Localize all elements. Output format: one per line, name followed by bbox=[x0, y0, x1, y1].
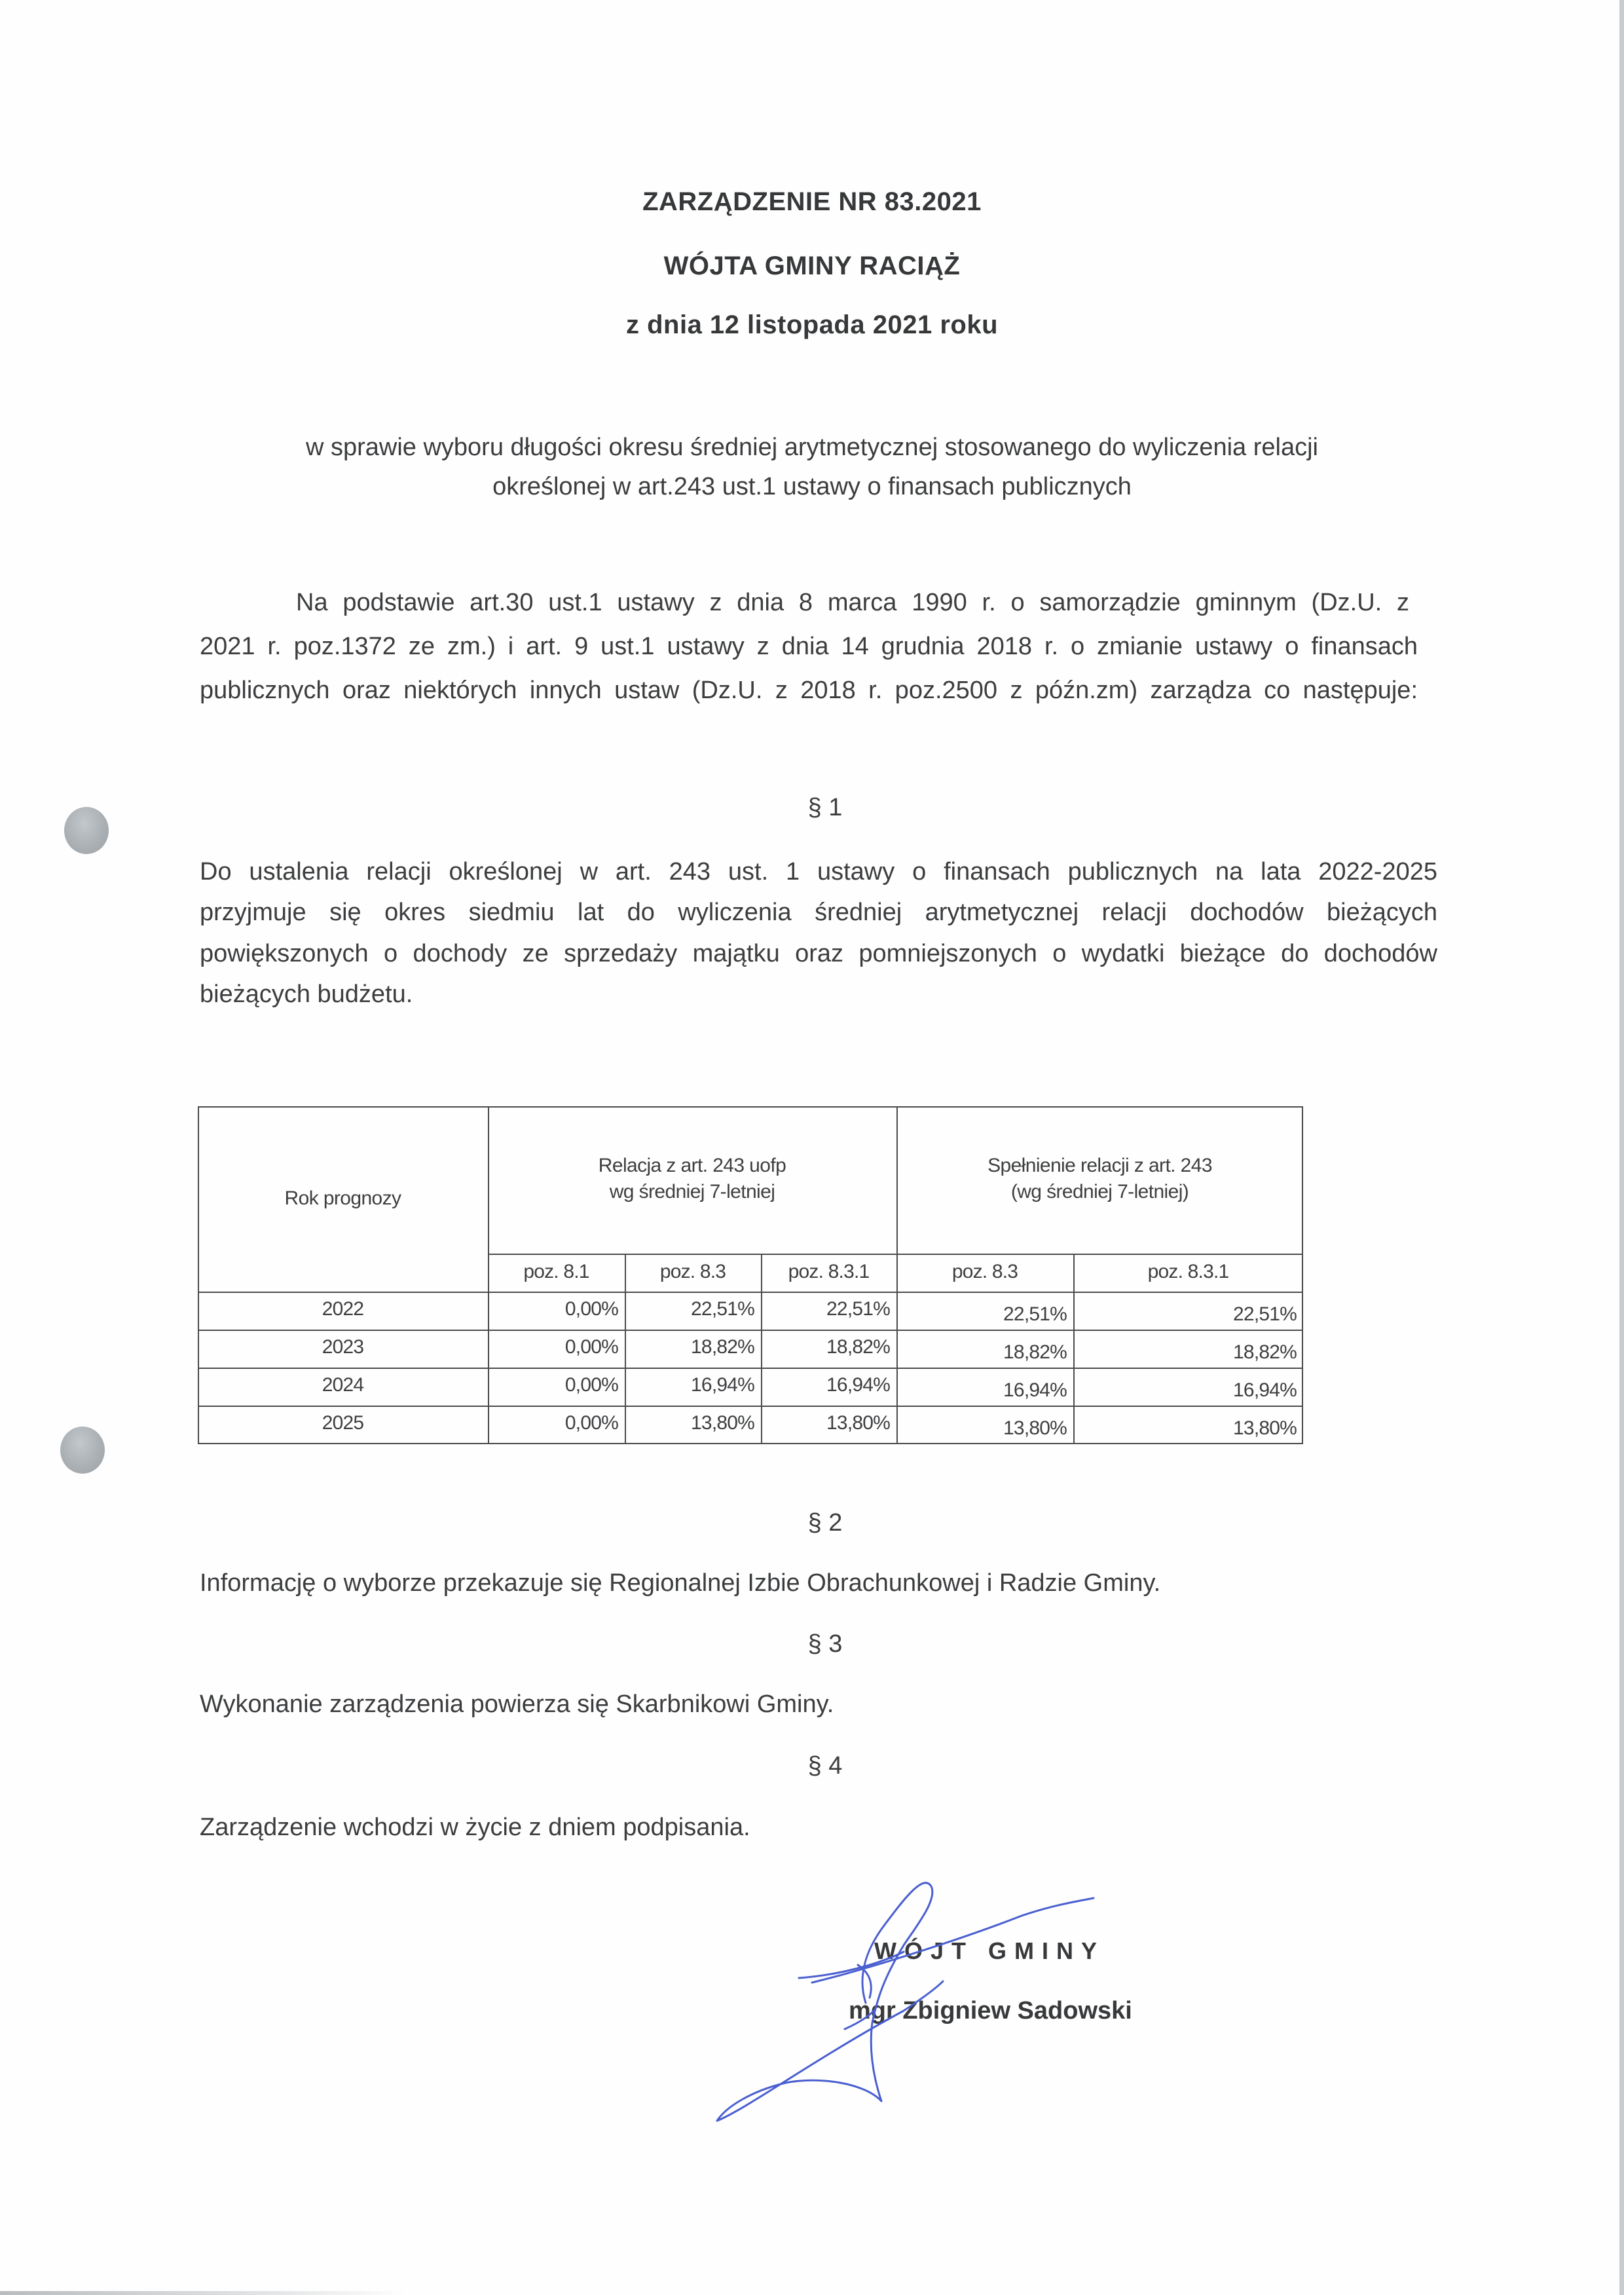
table-cell: 0,00% bbox=[564, 1374, 618, 1396]
table-header-group-spelnienie-line-1: Spełnienie relacji z art. 243 bbox=[987, 1155, 1212, 1176]
section-1-line-1: Do ustalenia relacji określonej w art. 243 ust. 1 ustawy o finansach publicznych na lata 2022-2025 bbox=[200, 858, 1437, 886]
table-cell: 13,80% bbox=[1003, 1417, 1067, 1439]
signature-title: WÓJT GMINY bbox=[874, 1937, 1105, 1964]
table-subheader: poz. 8.3 bbox=[951, 1261, 1018, 1282]
table-header-group-spelnienie-line-2: (wg średniej 7-letniej) bbox=[1010, 1181, 1189, 1203]
table-cell: 16,94% bbox=[826, 1374, 890, 1396]
table-cell: 22,51% bbox=[691, 1298, 754, 1320]
table-cell-year: 2022 bbox=[322, 1298, 364, 1320]
preamble-line-1: Na podstawie art.30 ust.1 ustawy z dnia 8 marca 1990 r. o samorządzie gminnym (Dz.U. z bbox=[296, 589, 1409, 616]
table-cell: 0,00% bbox=[564, 1412, 618, 1434]
table-divider bbox=[198, 1330, 1303, 1331]
table-cell: 22,51% bbox=[826, 1298, 890, 1320]
preamble-line-2: 2021 r. poz.1372 ze zm.) i art. 9 ust.1 ustawy z dnia 14 grudnia 2018 r. o zmianie ustawy o finansach bbox=[200, 633, 1418, 660]
preamble-line-3: publicznych oraz niektórych innych ustaw (Dz.U. z 2018 r. poz.2500 z późn.zm) zarządza co następuje: bbox=[200, 677, 1418, 704]
section-2-mark: § 2 bbox=[807, 1509, 843, 1537]
table-cell: 18,82% bbox=[1233, 1341, 1297, 1363]
table-header-group-spelnienie bbox=[896, 1153, 1303, 1205]
section-1-line-2: przyjmuje się okres siedmiu lat do wyliczenia średniej arytmetycznej relacji dochodów bieżących bbox=[200, 899, 1437, 926]
table-cell: 22,51% bbox=[1003, 1303, 1067, 1325]
document-date: z dnia 12 listopada 2021 roku bbox=[625, 310, 999, 339]
table-subheader: poz. 8.1 bbox=[523, 1261, 589, 1282]
table-cell: 0,00% bbox=[564, 1336, 618, 1358]
table-cell: 22,51% bbox=[1233, 1303, 1297, 1325]
table-subheader: poz. 8.3 bbox=[659, 1261, 726, 1282]
scan-edge-strip bbox=[1619, 0, 1624, 2295]
table-cell-year: 2023 bbox=[322, 1336, 364, 1358]
table-cell: 13,80% bbox=[1233, 1417, 1297, 1439]
table-cell: 16,94% bbox=[1233, 1379, 1297, 1401]
table-cell: 18,82% bbox=[826, 1336, 890, 1358]
punch-hole-icon bbox=[60, 1427, 105, 1474]
table-divider bbox=[488, 1254, 1303, 1255]
section-1-line-4: bieżących budżetu. bbox=[200, 980, 413, 1008]
table-cell: 18,82% bbox=[1003, 1341, 1067, 1363]
table-cell: 0,00% bbox=[564, 1298, 618, 1320]
document-title: ZARZĄDZENIE NR 83.2021 bbox=[642, 187, 982, 216]
section-4-text: Zarządzenie wchodzi w życie z dniem podpisania. bbox=[200, 1814, 750, 1841]
table-divider bbox=[198, 1406, 1303, 1407]
table-header-group-relacja bbox=[488, 1153, 896, 1205]
section-1-line-3: powiększonych o dochody ze sprzedaży majątku oraz pomniejszonych o wydatki bieżące do dochodów bbox=[200, 940, 1437, 967]
subject-line-2: określonej w art.243 ust.1 ustawy o finansach publicznych bbox=[492, 473, 1132, 500]
table-cell: 16,94% bbox=[691, 1374, 754, 1396]
table-subheader: poz. 8.3.1 bbox=[1147, 1261, 1229, 1282]
table-header-rok: Rok prognozy bbox=[284, 1187, 401, 1209]
section-1-mark: § 1 bbox=[807, 794, 843, 821]
table-header-group-relacja-line-2: wg średniej 7-letniej bbox=[609, 1181, 775, 1203]
section-3-mark: § 3 bbox=[807, 1630, 843, 1658]
table-cell-year: 2024 bbox=[322, 1374, 364, 1396]
section-4-mark: § 4 bbox=[807, 1752, 843, 1780]
section-3-text: Wykonanie zarządzenia powierza się Skarbnikowi Gminy. bbox=[200, 1690, 834, 1718]
table-divider bbox=[198, 1368, 1303, 1369]
table-cell: 13,80% bbox=[826, 1412, 890, 1434]
document-issuer: WÓJTA GMINY RACIĄŻ bbox=[663, 252, 961, 280]
signature-name: mgr Zbigniew Sadowski bbox=[849, 1997, 1132, 2024]
table-cell: 13,80% bbox=[691, 1412, 754, 1434]
section-2-text: Informację o wyborze przekazuje się Regionalnej Izbie Obrachunkowej i Radzie Gminy. bbox=[200, 1569, 1161, 1597]
table-cell: 16,94% bbox=[1003, 1379, 1067, 1401]
table-divider bbox=[198, 1292, 1303, 1293]
scan-bottom-shadow bbox=[0, 2291, 406, 2295]
table-subheader: poz. 8.3.1 bbox=[788, 1261, 870, 1282]
table-header-group-relacja-line-1: Relacja z art. 243 uofp bbox=[598, 1155, 786, 1176]
subject-line-1: w sprawie wyboru długości okresu średniej arytmetycznej stosowanego do wyliczenia relacji bbox=[305, 434, 1319, 461]
table-cell-year: 2025 bbox=[322, 1412, 364, 1434]
table-cell: 18,82% bbox=[691, 1336, 754, 1358]
